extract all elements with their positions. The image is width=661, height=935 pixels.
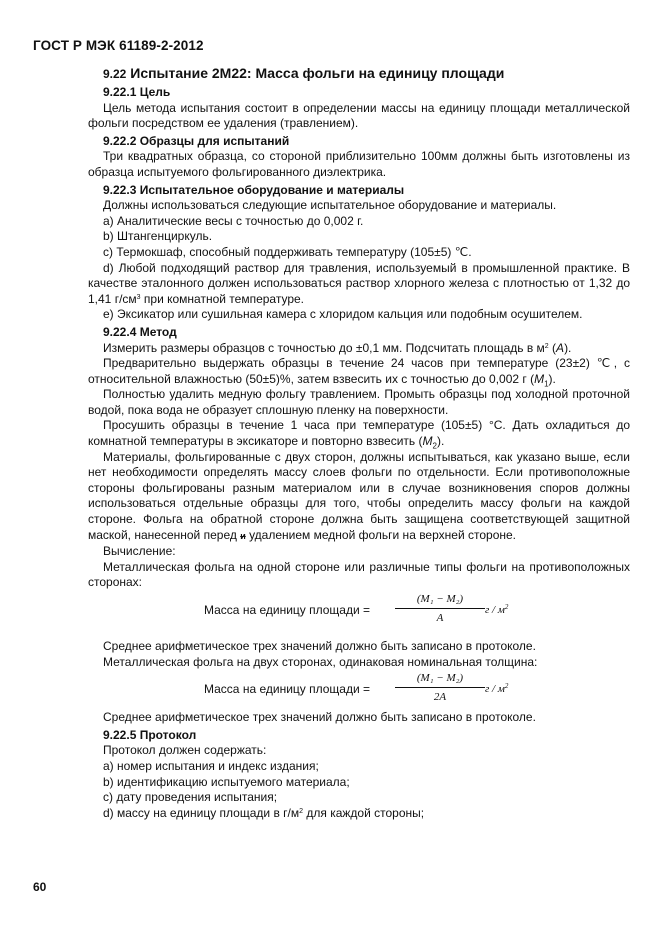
paragraph-average-2: Среднее арифметическое трех значений должно быть записано в протоколе. [103, 710, 536, 725]
formula-denominator: A [436, 612, 444, 624]
paragraph-purpose: Цель метода испытания состоит в определении массы на единицу площади металлической фольги посредством ее удаления (травлением). [88, 100, 630, 131]
formula-label: Масса на единицу площади = [204, 682, 371, 697]
paragraph-method-1 [88, 341, 630, 357]
variable: M [534, 371, 545, 386]
variable: A [556, 340, 565, 355]
text: ( [548, 340, 557, 355]
list-item-b: b) Штангенциркуль. [103, 229, 213, 244]
text: для каждой стороны; [303, 805, 425, 820]
subsection-title-equipment: 9.22.3 Испытательное оборудование и материалы [103, 182, 405, 197]
paragraph-method-2 [88, 356, 630, 387]
text: Измерить размеры образцов с точностью до ±0,1 мм. Подсчитать площадь в м [103, 340, 545, 355]
subsection-title-purpose: 9.22.1 Цель [103, 85, 171, 99]
paragraph-calculation: Вычисление: [103, 544, 176, 559]
unit-text: г / м [485, 604, 505, 616]
list-item-d-text: d) Любой подходящий раствор для травления, используемый в промышленной практике. В качестве эталонного должен использоваться раствор хлорного железа с плотностью от 1,32 до 1,41 г/см [88, 260, 630, 306]
section-title: Испытание 2М22: Масса фольги на единицу площади [130, 65, 505, 81]
text: Просушить образцы в течение 1 часа при температуре (105±5) °C. Дать охладиться до комнатной температуры в эксикаторе и повторно взвесить ( [88, 418, 630, 449]
subsection-title-method: 9.22.4 Метод [103, 324, 177, 339]
formula-numerator: (M₁ − M₂) [395, 670, 485, 688]
text: Предварительно выдержать образцы в течение 24 часов при температуре (23±2) ℃, с относительной влажностью (50±5)%, затем взвесить их с точностью до 0,002 г ( [88, 356, 630, 386]
subsection-title-specimens: 9.22.2 Образцы для испытаний [103, 133, 290, 148]
paragraph-report-intro: Протокол должен содержать: [103, 743, 267, 758]
paragraph-method-3: Полностью удалить медную фольгу травлением. Промыть образцы под холодной проточной водой, пока вода не образует сплошную пленку на поверхности. [88, 387, 630, 417]
report-item-a: a) номер испытания и индекс издания; [103, 758, 319, 773]
subscript: 2 [432, 441, 437, 451]
text: ). [436, 434, 445, 449]
struck-character: и [240, 530, 246, 541]
list-item-e: e) Эксикатор или сушильная камера с хлоридом кальция или подобным осушителем. [103, 307, 583, 322]
paragraph-method-5 [88, 450, 630, 545]
formula-denominator: 2A [433, 691, 447, 704]
page-content [88, 63, 630, 821]
paragraph-two-sides: Металлическая фольга на двух сторонах, одинаковая номинальная толщина: [103, 654, 538, 669]
superscript: 2 [299, 807, 304, 815]
text: d) массу на единицу площади в г/м [103, 805, 300, 820]
list-item-d [88, 261, 630, 308]
report-item-d [88, 806, 630, 822]
superscript: 2 [544, 342, 549, 350]
paragraph-equipment-intro: Должны использоваться следующие испытательное оборудование и материалы. [103, 198, 557, 213]
list-item-d-text-end: при комнатной температуре. [140, 291, 305, 306]
paragraph-specimens: Три квадратных образца, со стороной приблизительно 100мм должны быть изготовлены из образца испытуемого фольгированного диэлектрика. [88, 149, 630, 179]
section-heading [88, 64, 630, 83]
unit-text: г / м [485, 683, 505, 696]
report-item-c: c) дату проведения испытания; [103, 790, 278, 805]
text: удалением медной фольги на верхней стороне. [245, 527, 517, 542]
text: Материалы, фольгированные с двух сторон, должны испытываться, как указано выше, если нет необходимости определять массу слоев фольги по отдельности. Если противоположные стороны фольгированы разным материалом или в случае возникновения споров должны использоваться отдельные образцы для того, чтобы определить массу фольги на каждой стороне. Фольга на обратной стороне должна быть защищена соответствующей защитной маской, нанесенной перед [88, 449, 630, 542]
formula-unit [485, 603, 508, 619]
page-number: 60 [33, 880, 47, 894]
list-item-a: a) Аналитические весы с точностью до 0,002 г. [103, 213, 364, 228]
document-header: ГОСТ Р МЭК 61189-2-2012 [33, 38, 204, 53]
formula-label: Масса на единицу площади = [204, 603, 371, 617]
paragraph-method-4 [88, 418, 630, 449]
formula-fraction [395, 670, 485, 706]
formula-numerator: (M₁ − M₂) [395, 591, 485, 609]
section-number: 9.22 [103, 67, 127, 81]
text: ). [548, 371, 556, 386]
superscript: 2 [504, 603, 509, 611]
paragraph-one-side: Металлическая фольга на одной стороне или различные типы фольги на противоположных сторонах: [88, 559, 630, 590]
variable: M [422, 434, 433, 449]
subsection-title-report: 9.22.5 Протокол [103, 727, 197, 742]
formula-unit [485, 682, 508, 698]
formula-two-sides [88, 670, 630, 710]
text: ). [564, 340, 572, 355]
report-item-b: b) идентификацию испытуемого материала; [103, 774, 350, 789]
formula-one-side [88, 591, 630, 639]
paragraph-average-1: Среднее арифметическое трех значений должно быть записано в протоколе. [103, 639, 536, 653]
superscript: 2 [504, 682, 509, 691]
subscript: 1 [544, 379, 549, 389]
superscript: 3 [136, 293, 141, 301]
formula-fraction [395, 591, 485, 627]
list-item-c: c) Термокшаф, способный поддерживать температуру (105±5) ℃. [103, 244, 472, 259]
